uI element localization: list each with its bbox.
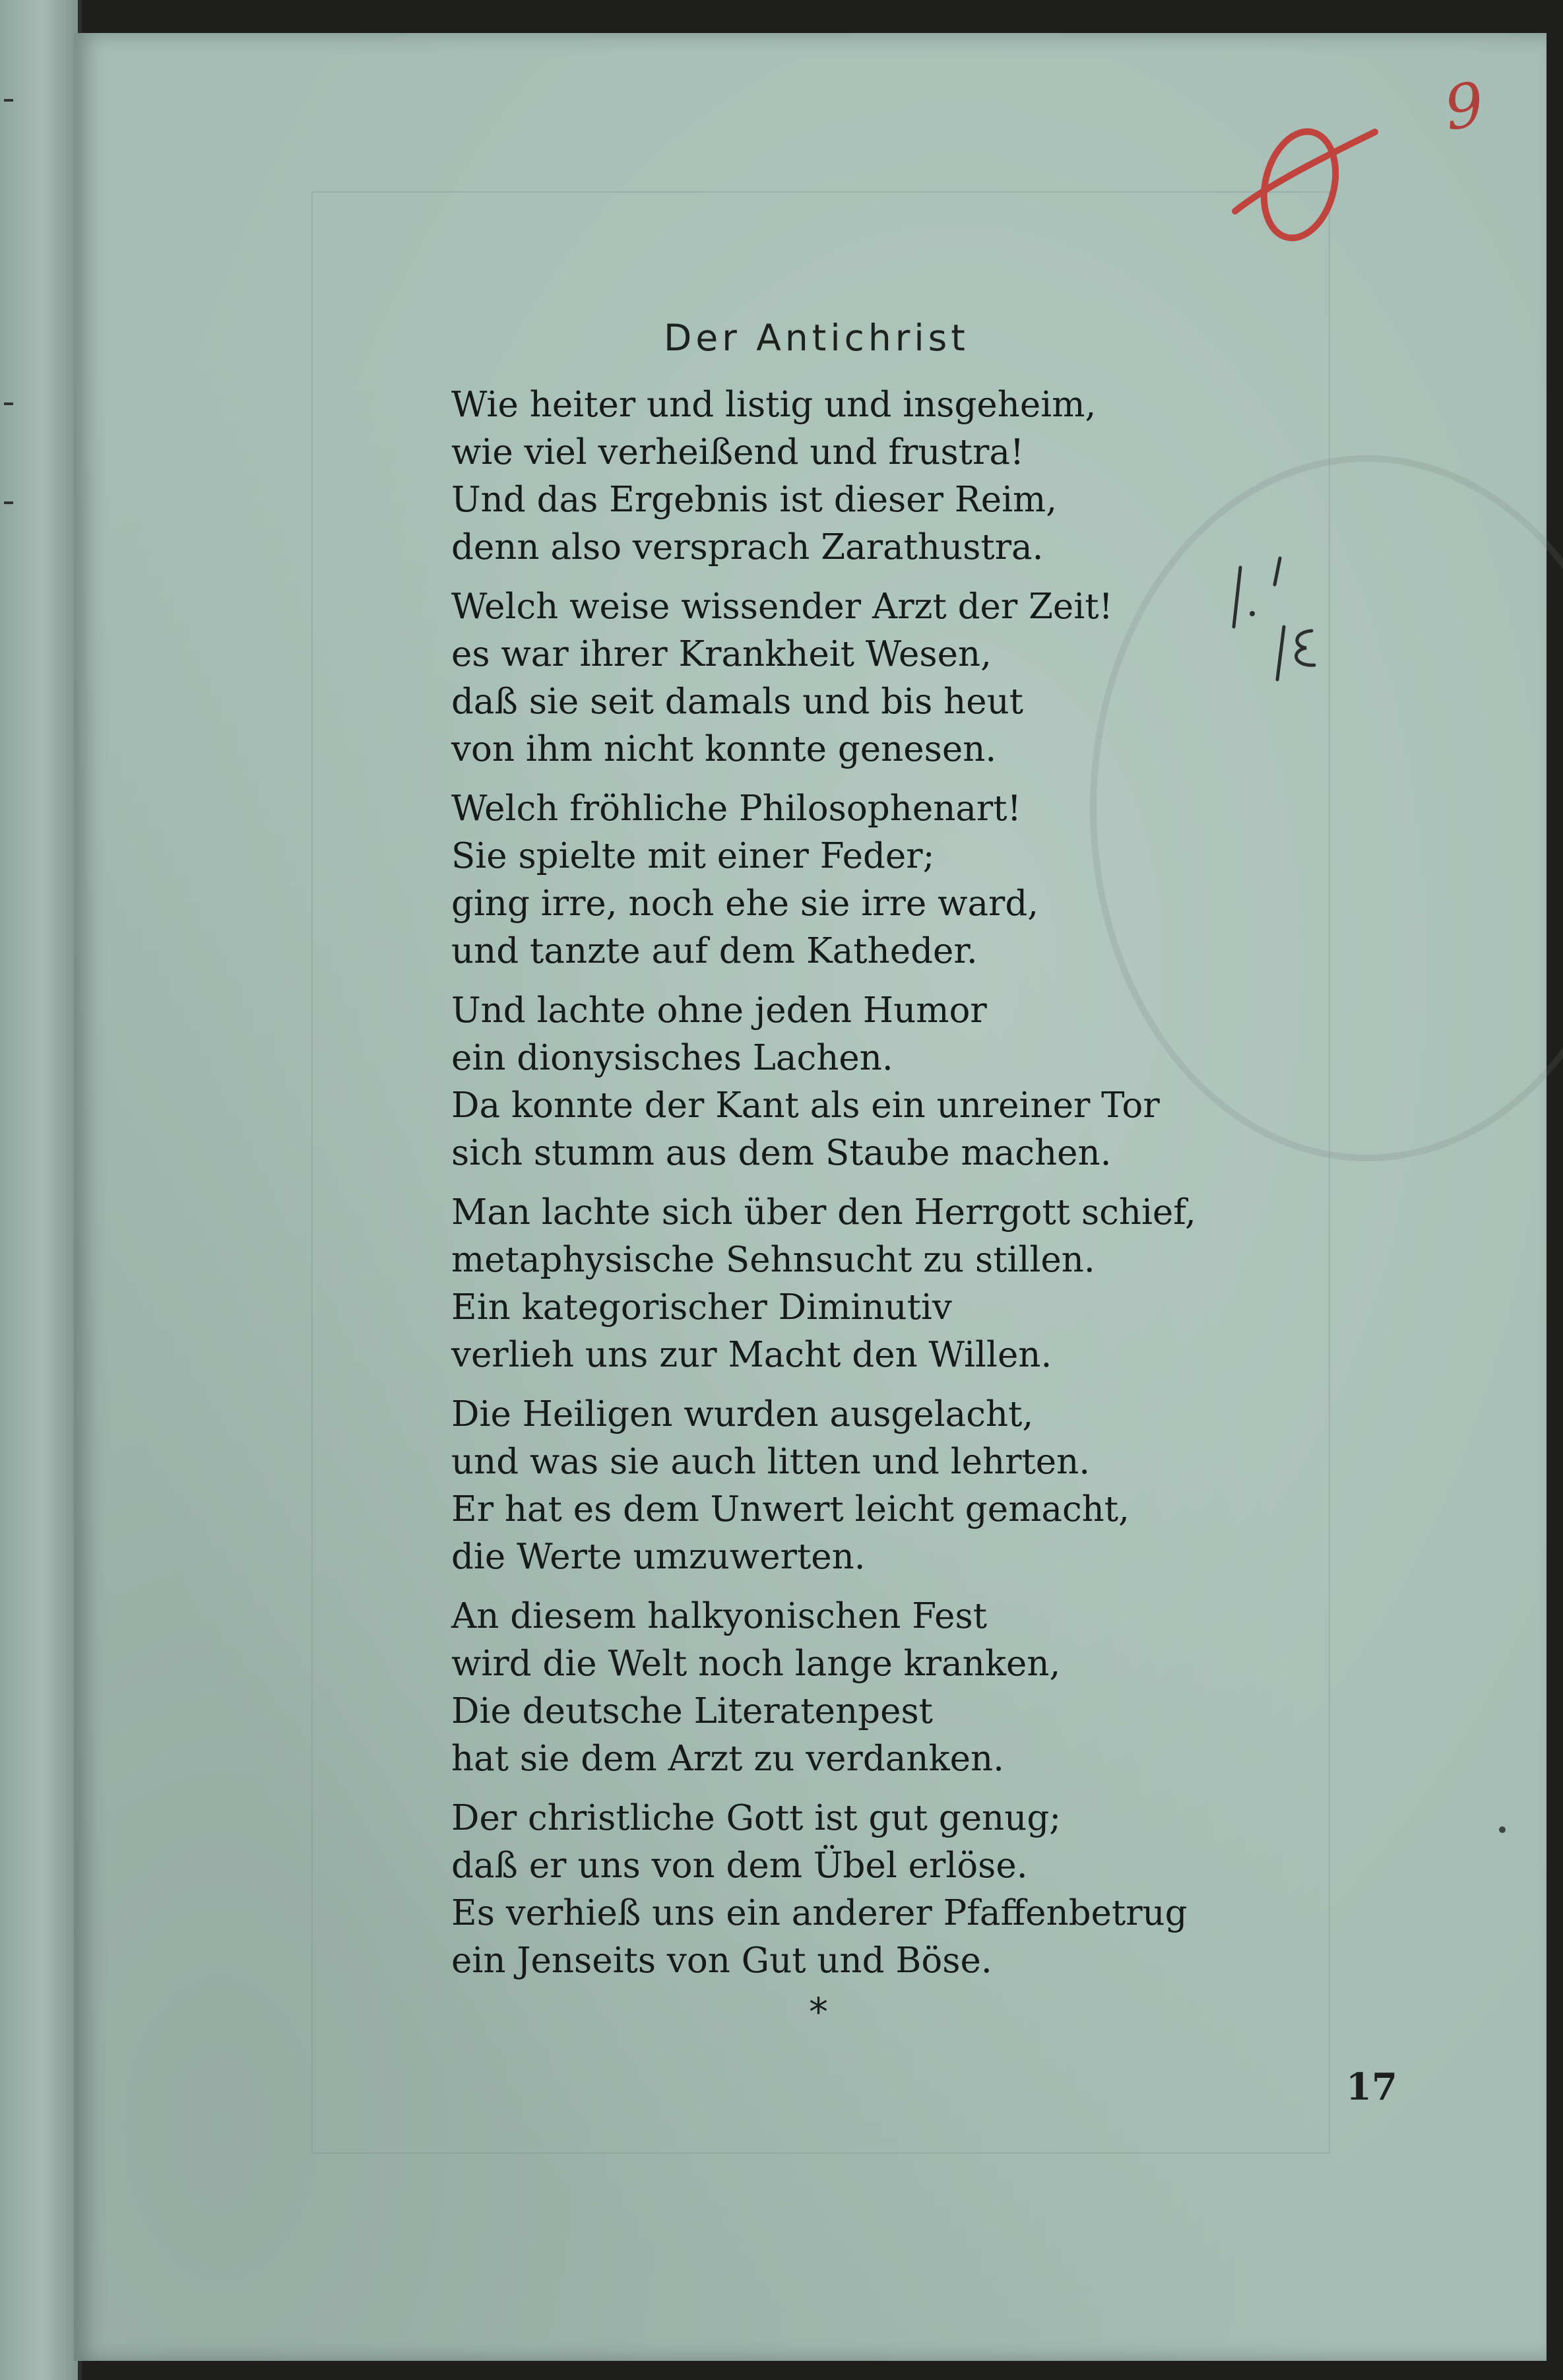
poem-line: Man lachte sich über den Herrgott schief, [451, 1192, 1196, 1233]
stanza [451, 1593, 1309, 1783]
left-page-edge [0, 0, 82, 2380]
folio-number: 9 [1440, 69, 1488, 145]
poem-line: An diesem halkyonischen Fest [451, 1596, 988, 1636]
poem-line: Wie heiter und listig und insgeheim, [451, 385, 1097, 425]
poem-line: verlieh uns zur Macht den Willen. [451, 1335, 1052, 1375]
stanza [451, 1189, 1309, 1379]
poem-line: hat sie dem Arzt zu verdanken. [451, 1739, 1004, 1779]
poem-line: Sie spielte mit einer Feder; [451, 836, 935, 876]
stanza [451, 987, 1309, 1177]
edge-mark [4, 402, 13, 405]
poem-line: wie viel verheißend und frustra! [451, 432, 1025, 472]
poem-line: und tanzte auf dem Katheder. [451, 931, 978, 971]
poem-line: Da konnte der Kant als ein unreiner Tor [451, 1085, 1160, 1126]
poem-line: ging irre, noch ehe sie irre ward, [451, 884, 1039, 924]
poem-line: die Werte umzuwerten. [451, 1537, 866, 1577]
poem-line: sich stumm aus dem Staube machen. [451, 1133, 1112, 1173]
stanza [451, 785, 1309, 975]
poem-line: Die deutsche Literatenpest [451, 1691, 933, 1731]
poem-line: Der christliche Gott ist gut genug; [451, 1798, 1062, 1838]
poem-line: daß er uns von dem Übel erlöse. [451, 1846, 1028, 1886]
stanza [451, 1795, 1309, 1985]
poem-line: Welch weise wissender Arzt der Zeit! [451, 587, 1113, 627]
poem-line: daß sie seit damals und bis heut [451, 682, 1024, 722]
red-crossed-zero-mark [1222, 106, 1380, 264]
poem-line: Die Heiligen wurden ausgelacht, [451, 1394, 1034, 1434]
poem-line: von ihm nicht konnte genesen. [451, 729, 997, 769]
stanza [451, 381, 1309, 571]
stanza [451, 1391, 1309, 1581]
poem-line: und was sie auch litten und lehrten. [451, 1442, 1091, 1482]
poem-line: denn also versprach Zarathustra. [451, 527, 1044, 567]
poem-line: ein dionysisches Lachen. [451, 1038, 893, 1078]
poem-line: ein Jenseits von Gut und Böse. [451, 1941, 992, 1981]
poem-body [451, 381, 1309, 1997]
poem-line: Er hat es dem Unwert leicht gemacht, [451, 1489, 1130, 1529]
paper-speck [1499, 1826, 1506, 1833]
edge-mark [4, 99, 13, 102]
poem-line: Und lachte ohne jeden Humor [451, 990, 987, 1031]
poem-line: Es verhieß uns ein anderer Pfaffenbetrug [451, 1893, 1188, 1933]
stanza [451, 583, 1309, 773]
poem-line: Welch fröhliche Philosophenart! [451, 788, 1021, 829]
poem-line: wird die Welt noch lange kranken, [451, 1644, 1061, 1684]
poem-title: Der Antichrist [664, 317, 969, 359]
page-number: 17 [1346, 2065, 1397, 2109]
poem-line: metaphysische Sehnsucht zu stillen. [451, 1240, 1095, 1280]
end-asterisk: * [809, 1989, 828, 2034]
poem-line: Und das Ergebnis ist dieser Reim, [451, 480, 1058, 520]
poem-line: Ein kategorischer Diminutiv [451, 1287, 952, 1328]
edge-mark [4, 501, 13, 504]
poem-line: es war ihrer Krankheit Wesen, [451, 634, 992, 674]
